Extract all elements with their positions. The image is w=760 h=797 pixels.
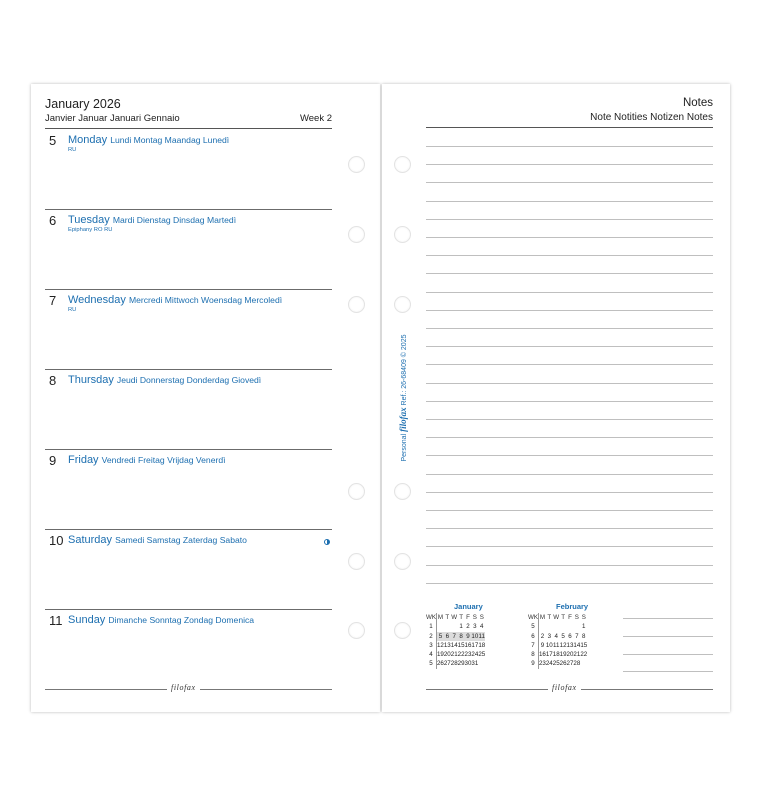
mini-calendar-title: January: [454, 602, 483, 611]
day-translations: Mardi Dienstag Dinsdag Martedì: [112, 215, 237, 225]
day-name: Tuesday: [68, 214, 110, 226]
mini-calendar-grid: [426, 613, 485, 669]
calendar-day: 10: [545, 641, 553, 649]
weekday-header: S: [479, 614, 484, 621]
weekday-header: F: [466, 614, 470, 621]
calendar-day: 24: [471, 651, 479, 659]
weekday-header: M: [539, 614, 545, 621]
week-number: 9: [528, 659, 538, 668]
note-line[interactable]: [426, 255, 713, 256]
note-line[interactable]: [426, 164, 713, 165]
filofax-logo: filofax: [548, 683, 581, 692]
calendar-day: 16: [538, 651, 546, 659]
day-number: 8: [49, 373, 57, 388]
weekday-header: F: [568, 614, 572, 621]
calendar-day: 26: [436, 660, 444, 668]
calendar-day: 21: [573, 651, 581, 659]
mini-calendar-week-row: [426, 659, 485, 668]
mini-calendar-week-row: [426, 641, 485, 650]
calendar-day: 24: [545, 660, 553, 668]
spine-copyright: © 2025: [401, 334, 408, 358]
weekday-header: T: [561, 614, 565, 621]
day-heading: [68, 614, 254, 626]
spine-size: Personal: [401, 433, 408, 462]
calendar-day: 20: [566, 651, 574, 659]
calendar-day: 21: [450, 651, 458, 659]
weekday-header: T: [547, 614, 552, 621]
note-line[interactable]: [426, 419, 713, 420]
note-line[interactable]: [426, 310, 713, 311]
calendar-day: 18: [552, 651, 560, 659]
week-label: Week 2: [299, 113, 332, 124]
mini-calendar-title: February: [556, 602, 589, 611]
day-heading: [68, 214, 236, 226]
day-translations: Jeudi Donnerstag Donderdag Giovedì: [116, 375, 262, 385]
day-separator[interactable]: [45, 289, 332, 290]
binder-hole: [348, 483, 365, 500]
day-name: Wednesday: [68, 294, 126, 306]
calendar-day: 20: [443, 651, 451, 659]
calendar-day: 3: [547, 632, 552, 640]
calendar-day: [546, 622, 553, 631]
binder-hole: [394, 622, 411, 639]
week-number: 5: [426, 659, 436, 668]
calendar-day: 10: [471, 632, 479, 640]
note-line[interactable]: [426, 583, 713, 584]
calendar-day: 5: [561, 632, 565, 640]
calendar-day: 17: [471, 641, 479, 649]
week-number: 8: [528, 650, 538, 659]
calendar-day: [567, 622, 574, 631]
binder-hole: [394, 296, 411, 313]
mini-calendar-week-row: [528, 641, 587, 650]
note-line[interactable]: [426, 182, 713, 183]
calendar-day: [580, 659, 587, 668]
left-page: [31, 84, 380, 712]
week-number: 7: [528, 641, 538, 650]
mini-calendar-week-row: [426, 632, 485, 641]
calendar-day: 19: [436, 651, 444, 659]
week-column-header: WK: [528, 614, 538, 621]
calendar-day: 23: [538, 660, 546, 668]
calendar-day: 25: [478, 651, 486, 659]
calendar-day: 28: [450, 660, 458, 668]
day-number: 6: [49, 213, 57, 228]
weekday-header: W: [553, 614, 560, 621]
calendar-day: 9: [466, 632, 470, 640]
day-separator[interactable]: [45, 369, 332, 370]
calendar-day: 17: [545, 651, 553, 659]
day-separator[interactable]: [45, 209, 332, 210]
binder-hole: [348, 296, 365, 313]
note-line[interactable]: [426, 492, 713, 493]
note-line[interactable]: [426, 474, 713, 475]
week-number: 3: [426, 641, 436, 650]
day-name: Thursday: [68, 374, 114, 386]
note-line[interactable]: [426, 292, 713, 293]
day-heading: [68, 454, 226, 466]
calendar-day: 25: [552, 660, 560, 668]
notes-title: Notes: [682, 97, 713, 109]
calendar-day: 19: [559, 651, 567, 659]
note-line[interactable]: [426, 455, 713, 456]
calendar-day: 8: [582, 632, 586, 640]
calendar-day: 26: [559, 660, 567, 668]
calendar-day: 18: [478, 641, 486, 649]
calendar-day: 5: [436, 632, 443, 641]
day-translations: Samedi Samstag Zaterdag Sabato: [115, 535, 247, 545]
calendar-day: [451, 622, 458, 631]
calendar-day: 30: [464, 660, 472, 668]
calendar-day: [436, 622, 443, 631]
binder-hole: [394, 226, 411, 243]
calendar-day: [560, 622, 567, 631]
mini-calendar-header: [528, 613, 587, 622]
week-number: 6: [528, 632, 538, 641]
week-number: 1: [426, 622, 436, 631]
mini-calendar-week-row: [528, 622, 587, 631]
calendar-day: [573, 622, 580, 631]
calendar-day: 6: [568, 632, 572, 640]
note-line[interactable]: [426, 364, 713, 365]
mini-calendar-week-row: [528, 632, 587, 641]
calendar-day: [478, 659, 485, 668]
day-note: RU: [68, 307, 77, 313]
calendar-day: 27: [443, 660, 451, 668]
note-line[interactable]: [426, 383, 713, 384]
first-quarter-moon-icon: [324, 539, 330, 545]
calendar-day: 14: [450, 641, 458, 649]
note-line[interactable]: [426, 546, 713, 547]
calendar-day: 28: [573, 660, 581, 668]
day-number: 9: [49, 453, 57, 468]
calendar-day: 31: [471, 660, 479, 668]
day-separator[interactable]: [45, 449, 332, 450]
day-translations: Lundi Montag Maandag Lunedì: [110, 135, 230, 145]
calendar-day: 27: [566, 660, 574, 668]
mini-calendar-week-row: [426, 650, 485, 659]
weekday-header: S: [472, 614, 477, 621]
week-number: 4: [426, 650, 436, 659]
calendar-day: 1: [582, 623, 586, 631]
weekday-header: M: [437, 614, 443, 621]
week-number: 5: [528, 622, 538, 631]
calendar-day: 2: [466, 623, 470, 631]
calendar-day: 6: [445, 632, 450, 640]
weekday-header: W: [451, 614, 458, 621]
day-number: 5: [49, 133, 57, 148]
calendar-day: 7: [575, 632, 579, 640]
day-note: RU: [68, 147, 77, 153]
note-line: [623, 671, 713, 672]
calendar-day: 12: [559, 641, 567, 649]
calendar-day: 4: [480, 623, 484, 631]
note-line[interactable]: [426, 510, 713, 511]
calendar-day: 11: [478, 632, 485, 640]
week-number: 2: [426, 632, 436, 641]
week-column-header: WK: [426, 614, 436, 621]
mini-calendar-week-row: [528, 659, 587, 668]
weekday-header: T: [445, 614, 450, 621]
spine-imprint: [396, 334, 410, 462]
month-title: January 2026: [45, 97, 121, 111]
weekday-header: T: [459, 614, 463, 621]
calendar-day: 12: [436, 641, 444, 649]
notes-translations: Note Notities Notizen Notes: [590, 112, 713, 123]
mini-calendar-week-row: [528, 650, 587, 659]
day-separator[interactable]: [45, 529, 332, 530]
day-heading: [68, 534, 247, 546]
calendar-day: 2: [540, 632, 545, 640]
notes-header-rule: [426, 127, 713, 128]
calendar-day: 29: [457, 660, 465, 668]
note-line: [623, 636, 713, 637]
weekday-header: S: [574, 614, 579, 621]
binder-hole: [394, 156, 411, 173]
spine-filofax-logo: filofax: [398, 407, 408, 432]
note-line[interactable]: [426, 237, 713, 238]
day-name: Monday: [68, 134, 108, 146]
day-heading: [68, 374, 261, 386]
month-translations: Janvier Januar Januari Gennaio: [45, 113, 180, 124]
header-rule: [45, 128, 332, 129]
calendar-day: 4: [554, 632, 558, 640]
binder-hole: [348, 156, 365, 173]
note-line[interactable]: [426, 401, 713, 402]
calendar-day: 23: [464, 651, 472, 659]
calendar-day: 13: [443, 641, 451, 649]
binder-hole: [348, 226, 365, 243]
right-page: [382, 84, 730, 712]
note-line[interactable]: [426, 328, 713, 329]
note-line[interactable]: [426, 565, 713, 566]
calendar-day: 14: [573, 641, 581, 649]
calendar-day: 22: [580, 651, 588, 659]
day-translations: Mercredi Mittwoch Woensdag Mercoledì: [128, 295, 283, 305]
binder-hole: [348, 553, 365, 570]
note-line[interactable]: [426, 273, 713, 274]
calendar-day: 15: [457, 641, 465, 649]
calendar-day: 7: [452, 632, 456, 640]
day-translations: Vendredi Freitag Vrijdag Venerdì: [101, 455, 226, 465]
day-number: 10: [49, 533, 64, 548]
day-separator[interactable]: [45, 609, 332, 610]
day-name: Saturday: [68, 534, 113, 546]
day-name: Sunday: [68, 614, 106, 626]
calendar-day: 22: [457, 651, 465, 659]
day-number: 11: [49, 613, 63, 628]
calendar-day: 16: [464, 641, 472, 649]
spine-ref: Ref.: 26-68409: [401, 359, 408, 406]
note-line[interactable]: [426, 528, 713, 529]
day-note: Epiphany RO RU: [68, 227, 113, 233]
day-translations: Dimanche Sonntag Zondag Domenica: [108, 615, 255, 625]
binder-hole: [394, 553, 411, 570]
binder-hole: [348, 622, 365, 639]
filofax-logo: filofax: [167, 683, 200, 692]
calendar-day: [444, 622, 451, 631]
binder-hole: [394, 483, 411, 500]
calendar-day: [553, 622, 560, 631]
calendar-day: 8: [459, 632, 463, 640]
day-name: Friday: [68, 454, 99, 466]
calendar-day: 11: [552, 641, 560, 649]
day-heading: [68, 134, 229, 146]
day-number: 7: [49, 293, 57, 308]
note-line[interactable]: [426, 437, 713, 438]
note-line[interactable]: [426, 219, 713, 220]
weekday-header: S: [581, 614, 586, 621]
mini-calendar-grid: [528, 613, 587, 669]
calendar-day: 1: [459, 623, 463, 631]
calendar-day: 9: [540, 641, 545, 649]
mini-calendar-week-row: [426, 622, 485, 631]
calendar-day: 3: [473, 623, 477, 631]
note-line: [623, 618, 713, 619]
note-line[interactable]: [426, 146, 713, 147]
calendar-day: [538, 622, 545, 631]
calendar-day: 15: [580, 641, 588, 649]
note-line[interactable]: [426, 346, 713, 347]
mini-calendar-header: [426, 613, 485, 622]
calendar-day: 13: [566, 641, 574, 649]
note-line: [623, 654, 713, 655]
note-line[interactable]: [426, 201, 713, 202]
day-heading: [68, 294, 282, 306]
